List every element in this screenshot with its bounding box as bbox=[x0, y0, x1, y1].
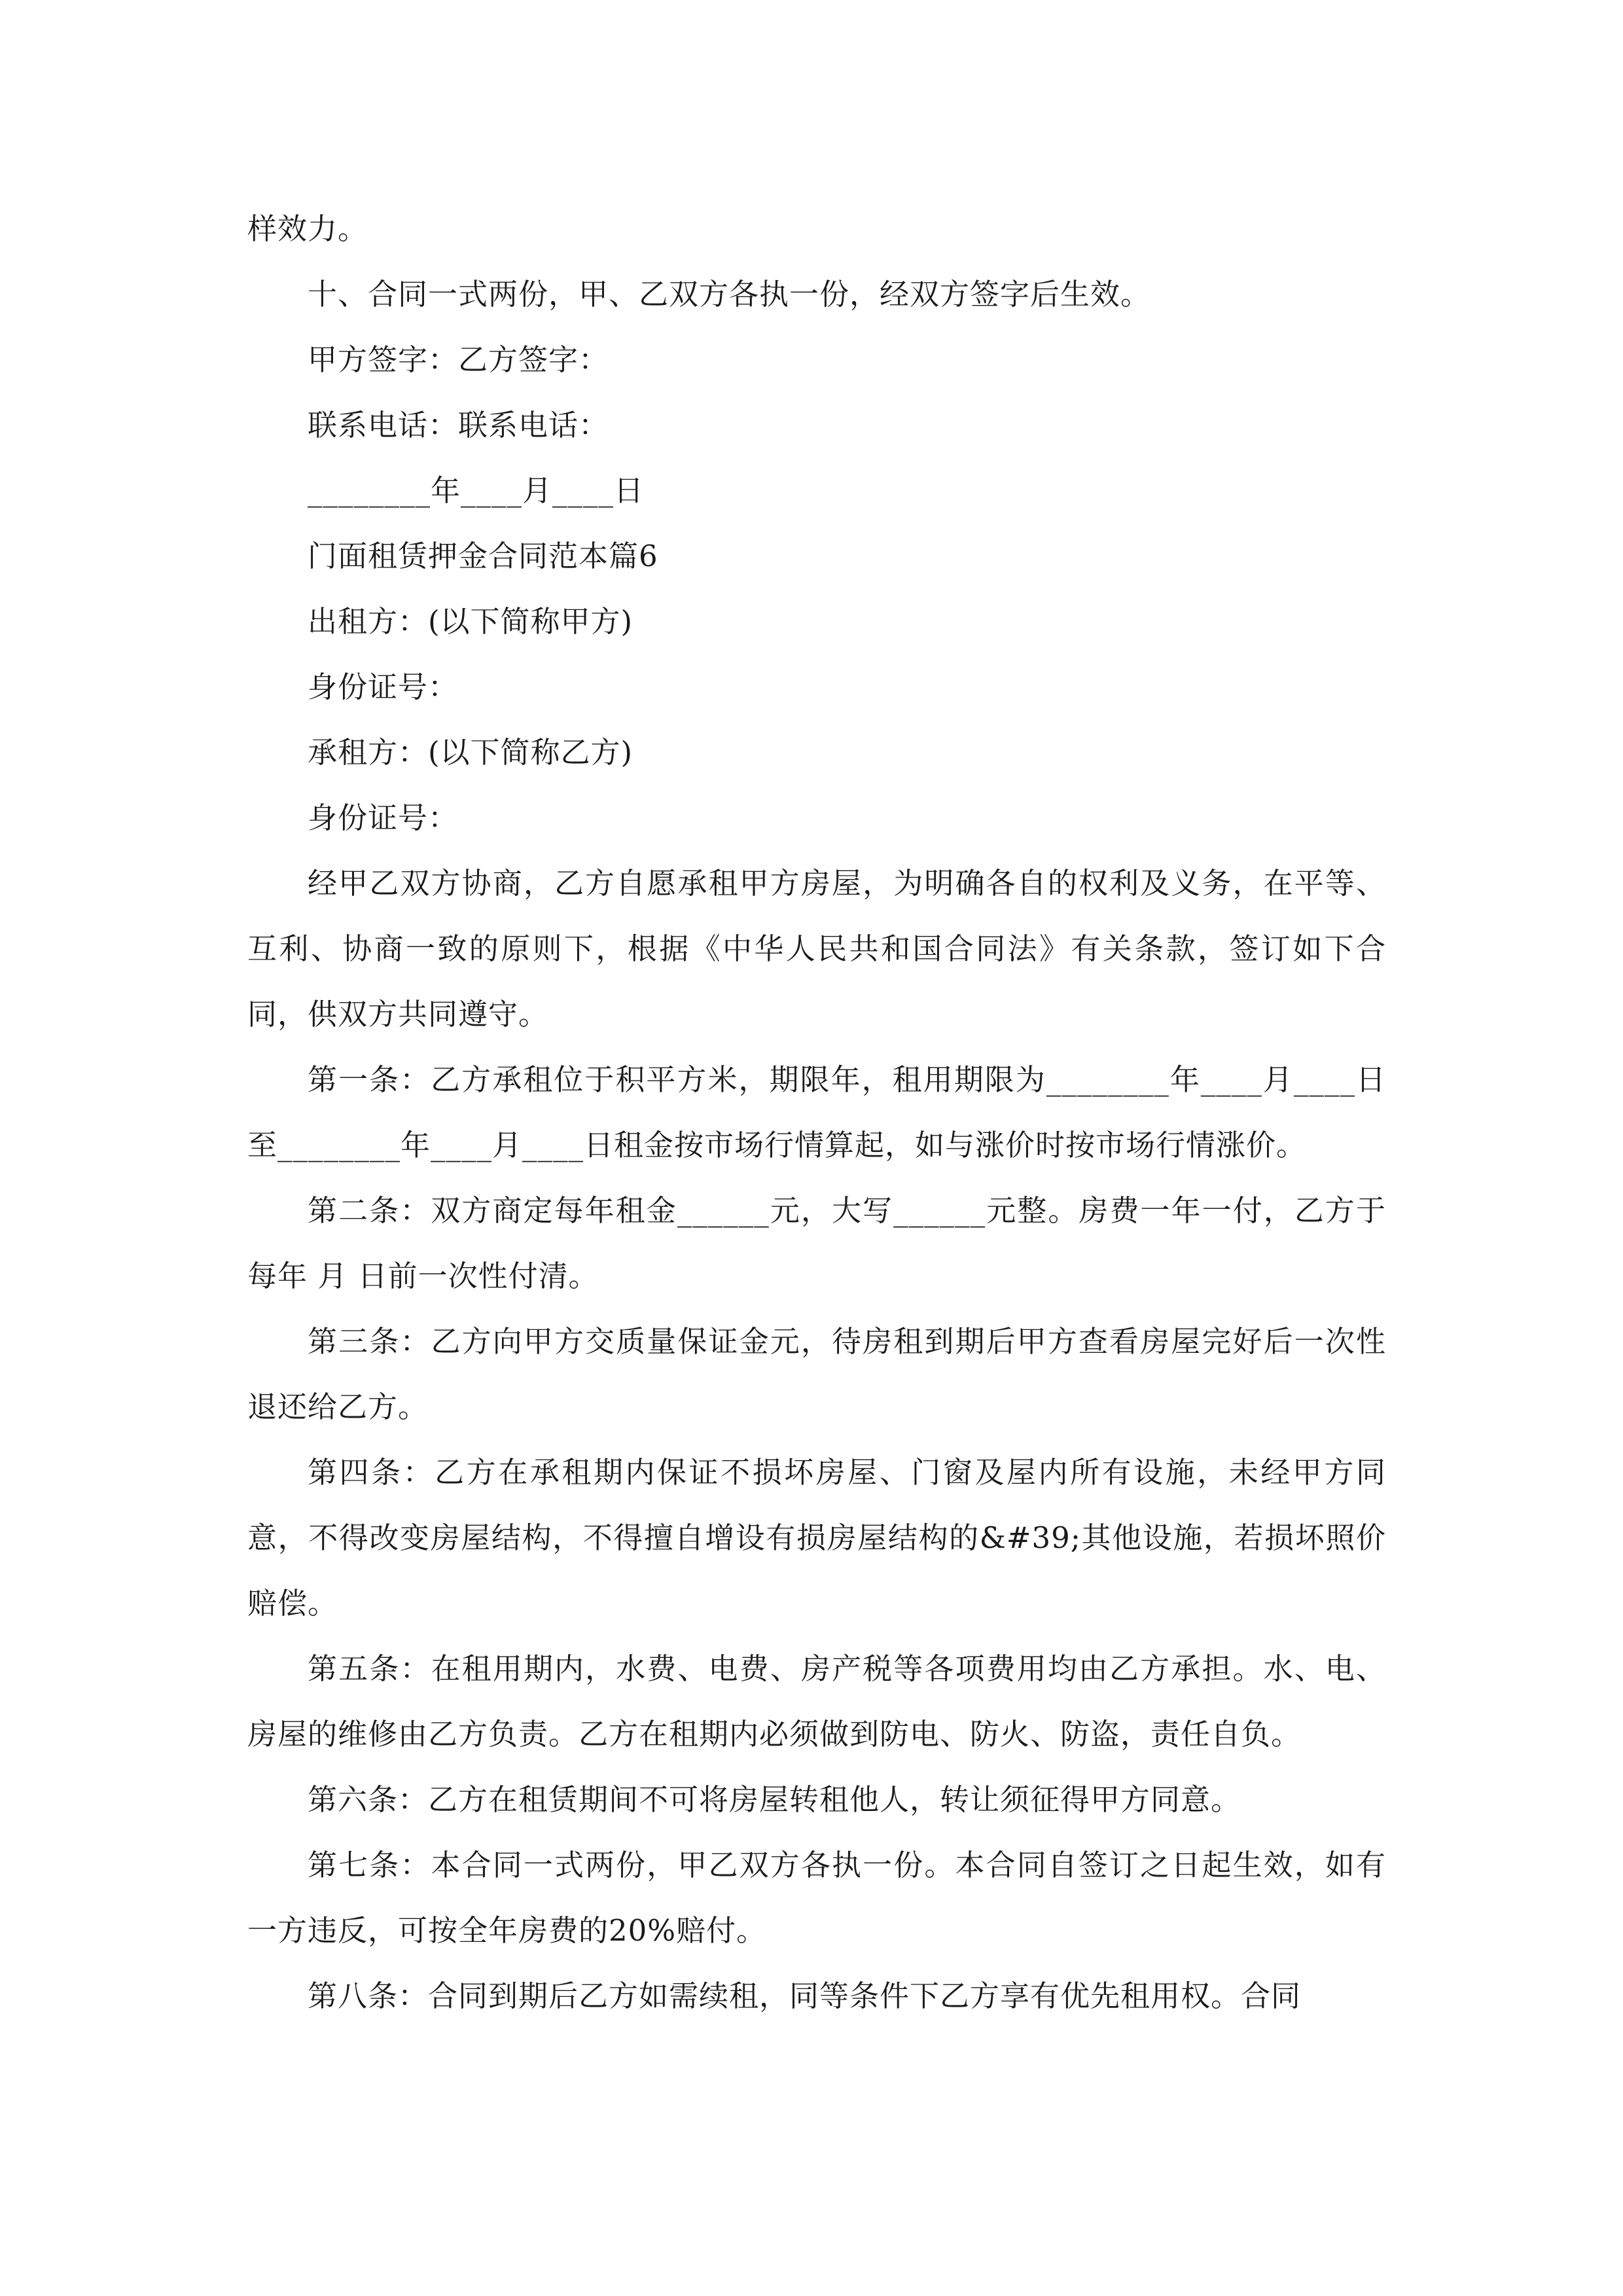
article-one: 第一条：乙方承租位于积平方米，期限年，租用期限为________年____月____日至________年____月____日租金按市场行情算起，如与涨价时按市场行情涨价。 bbox=[247, 1062, 1386, 1162]
article-seven: 第七条：本合同一式两份，甲乙双方各执一份。本合同自签订之日起生效，如有一方违反，可按全年房费的20%赔付。 bbox=[247, 1848, 1386, 1948]
article-four: 第四条：乙方在承租期内保证不损坏房屋、门窗及屋内所有设施，未经甲方同意，不得改变房屋结构，不得擅自增设有损房屋结构的&#39;其他设施，若损坏照价赔偿。 bbox=[247, 1455, 1386, 1621]
signature-line: 甲方签字：乙方签字： bbox=[308, 342, 609, 377]
lessee-id-line: 身份证号： bbox=[308, 800, 459, 835]
lessee-line: 承租方：(以下简称乙方) bbox=[308, 735, 633, 770]
phone-line: 联系电话：联系电话： bbox=[308, 408, 609, 442]
lessor-id-line: 身份证号： bbox=[308, 670, 459, 704]
document-page bbox=[247, 196, 1386, 2029]
paragraph-continuation: 样效力。 bbox=[247, 211, 368, 246]
article-eight: 第八条：合同到期后乙方如需续租，同等条件下乙方享有优先租用权。合同 bbox=[308, 1979, 1302, 2013]
lessor-line: 出租方：(以下简称甲方) bbox=[308, 604, 633, 639]
section-title: 门面租赁押金合同范本篇6 bbox=[308, 539, 658, 573]
date-line: ________年____月____日 bbox=[308, 473, 645, 508]
article-three: 第三条：乙方向甲方交质量保证金元，待房租到期后甲方查看房屋完好后一次性退还给乙方。 bbox=[247, 1324, 1386, 1424]
preamble-paragraph: 经甲乙双方协商，乙方自愿承租甲方房屋，为明确各自的权利及义务，在平等、互利、协商一致的原则下，根据《中华人民共和国合同法》有关条款，签订如下合同，供双方共同遵守。 bbox=[247, 866, 1386, 1031]
article-five: 第五条：在租用期内，水费、电费、房产税等各项费用均由乙方承担。水、电、房屋的维修由乙方负责。乙方在租期内必须做到防电、防火、防盗，责任自负。 bbox=[247, 1651, 1386, 1751]
article-six: 第六条：乙方在租赁期间不可将房屋转租他人，转让须征得甲方同意。 bbox=[308, 1782, 1241, 1817]
paragraph-clause-ten: 十、合同一式两份，甲、乙双方各执一份，经双方签字后生效。 bbox=[308, 277, 1151, 312]
article-two: 第二条：双方商定每年租金______元，大写______元整。房费一年一付，乙方于每年 月 日前一次性付清。 bbox=[247, 1193, 1386, 1293]
